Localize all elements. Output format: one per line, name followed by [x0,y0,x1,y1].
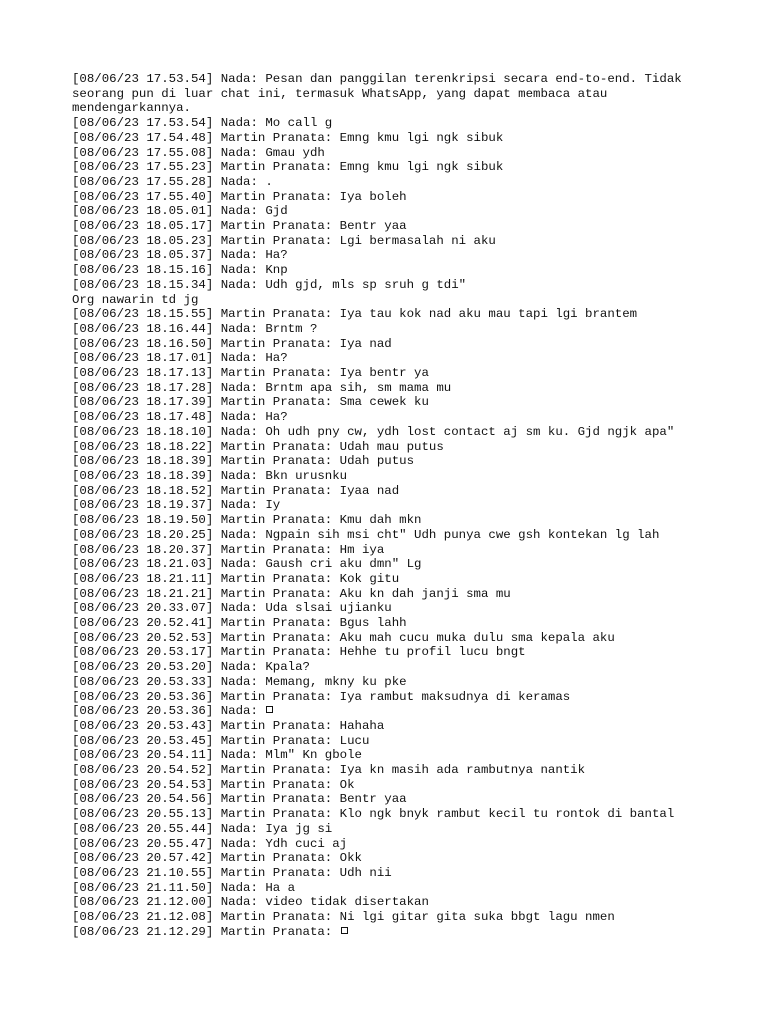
chat-line-text: [08/06/23 18.18.52] Martin Pranata: Iyaa nad [72,483,400,498]
chat-line-text: [08/06/23 18.05.23] Martin Pranata: Lgi bermasalah ni aku [72,233,496,248]
chat-line-text: [08/06/23 18.05.17] Martin Pranata: Bentr yaa [72,219,407,234]
chat-line-text: [08/06/23 20.54.11] Nada: Mlm" Kn gbole [72,748,362,763]
chat-line [72,572,702,587]
chat-line [72,190,702,205]
chat-line-text: [08/06/23 20.55.44] Nada: Iya jg si [72,821,333,836]
chat-line [72,293,702,308]
chat-line-text: [08/06/23 18.18.39] Nada: Bkn urusnku [72,468,348,483]
chat-line [72,528,702,543]
chat-line-text: [08/06/23 20.53.36] Martin Pranata: Iya rambut maksudnya di keramas [72,689,571,704]
chat-line-text: [08/06/23 18.18.39] Martin Pranata: Udah putus [72,454,415,469]
chat-line [72,307,702,322]
chat-line-text: [08/06/23 18.20.37] Martin Pranata: Hm iya [72,542,385,557]
chat-line-text: [08/06/23 18.17.13] Martin Pranata: Iya bentr ya [72,366,429,381]
chat-line-text: [08/06/23 17.54.48] Martin Pranata: Emng kmu lgi ngk sibuk [72,130,504,145]
chat-line [72,660,702,675]
chat-line [72,557,702,572]
chat-line-text: [08/06/23 20.52.53] Martin Pranata: Aku mah cucu muka dulu sma kepala aku [72,630,615,645]
chat-line-text: [08/06/23 18.16.44] Nada: Brntm ? [72,321,318,336]
chat-line-text: [08/06/23 20.53.20] Nada: Kpala? [72,660,310,675]
chat-line-text: [08/06/23 20.52.41] Martin Pranata: Bgus lahh [72,616,407,631]
chat-line-text: [08/06/23 18.19.50] Martin Pranata: Kmu dah mkn [72,513,422,528]
chat-line [72,204,702,219]
chat-line [72,440,702,455]
chat-line-text: [08/06/23 18.05.37] Nada: Ha? [72,248,288,263]
chat-line-text: [08/06/23 18.18.22] Martin Pranata: Udah mau putus [72,439,444,454]
chat-line [72,910,702,925]
chat-line [72,322,702,337]
chat-line [72,895,702,910]
chat-line-text: [08/06/23 21.12.29] Martin Pranata: [72,924,340,939]
chat-line-text: mendengarkannya. [72,101,191,116]
chat-line [72,851,702,866]
chat-line [72,645,702,660]
missing-glyph-box-icon [266,706,273,713]
chat-line [72,690,702,705]
chat-line-text: seorang pun di luar chat ini, termasuk WhatsApp, yang dapat membaca atau [72,86,608,101]
chat-line [72,513,702,528]
chat-line [72,337,702,352]
chat-line [72,866,702,881]
chat-line-text: [08/06/23 18.15.55] Martin Pranata: Iya tau kok nad aku mau tapi lgi brantem [72,307,638,322]
chat-line-text: [08/06/23 20.57.42] Martin Pranata: Okk [72,851,362,866]
chat-line-text: [08/06/23 17.55.28] Nada: . [72,174,273,189]
chat-line-text: [08/06/23 17.55.23] Martin Pranata: Emng kmu lgi ngk sibuk [72,160,504,175]
chat-line-text: [08/06/23 20.53.43] Martin Pranata: Hahaha [72,718,385,733]
chat-line-text: [08/06/23 18.15.16] Nada: Knp [72,263,288,278]
chat-line [72,748,702,763]
chat-line-text: Org nawarin td jg [72,292,199,307]
chat-line [72,704,702,719]
chat-line-text: [08/06/23 20.53.17] Martin Pranata: Hehhe tu profil lucu bngt [72,645,526,660]
chat-line-text: [08/06/23 20.54.52] Martin Pranata: Iya kn masih ada rambutnya nantik [72,763,586,778]
chat-line [72,822,702,837]
chat-line [72,72,702,87]
chat-line-text: [08/06/23 18.17.48] Nada: Ha? [72,410,288,425]
chat-line-text: [08/06/23 17.53.54] Nada: Mo call g [72,116,333,131]
chat-line [72,234,702,249]
chat-line-text: [08/06/23 21.10.55] Martin Pranata: Udh nii [72,865,392,880]
chat-line-text: [08/06/23 20.54.56] Martin Pranata: Bentr yaa [72,792,407,807]
chat-line [72,366,702,381]
chat-line [72,881,702,896]
chat-line-text: [08/06/23 18.17.39] Martin Pranata: Sma cewek ku [72,395,429,410]
chat-line [72,87,702,102]
chat-line [72,454,702,469]
chat-line [72,925,702,940]
chat-line-text: [08/06/23 18.16.50] Martin Pranata: Iya nad [72,336,392,351]
chat-line [72,543,702,558]
chat-line-text: [08/06/23 21.12.00] Nada: video tidak disertakan [72,895,429,910]
chat-line [72,146,702,161]
chat-line [72,395,702,410]
chat-line-text: [08/06/23 17.55.08] Nada: Gmau ydh [72,145,325,160]
missing-glyph-box-icon [341,927,348,934]
chat-line-text: [08/06/23 18.21.21] Martin Pranata: Aku kn dah janji sma mu [72,586,511,601]
chat-line-text: [08/06/23 17.53.54] Nada: Pesan dan panggilan terenkripsi secara end-to-end. Tidak [72,72,682,86]
chat-line [72,807,702,822]
chat-line [72,837,702,852]
chat-line [72,734,702,749]
chat-line [72,175,702,190]
chat-line-text: [08/06/23 20.55.47] Nada: Ydh cuci aj [72,836,348,851]
chat-line-text: [08/06/23 20.54.53] Martin Pranata: Ok [72,777,355,792]
chat-line [72,219,702,234]
chat-line-text: [08/06/23 21.11.50] Nada: Ha a [72,880,296,895]
chat-line-text: [08/06/23 20.33.07] Nada: Uda slsai ujianku [72,601,392,616]
chat-line [72,101,702,116]
chat-line-text: [08/06/23 20.55.13] Martin Pranata: Klo ngk bnyk rambut kecil tu rontok di bantal [72,807,675,822]
chat-line [72,587,702,602]
chat-line [72,381,702,396]
chat-line [72,719,702,734]
chat-line [72,263,702,278]
chat-line [72,116,702,131]
chat-log-document [72,72,702,939]
chat-line-text: [08/06/23 20.53.33] Nada: Memang, mkny ku pke [72,674,407,689]
chat-line-text: [08/06/23 18.17.01] Nada: Ha? [72,351,288,366]
chat-line [72,351,702,366]
chat-line-text: [08/06/23 18.17.28] Nada: Brntm apa sih, sm mama mu [72,380,452,395]
chat-line [72,484,702,499]
chat-line [72,601,702,616]
chat-line-text: [08/06/23 18.05.01] Nada: Gjd [72,204,288,219]
chat-line-text: [08/06/23 20.53.36] Nada: [72,704,266,719]
chat-line [72,131,702,146]
chat-line-text: [08/06/23 18.21.11] Martin Pranata: Kok gitu [72,571,400,586]
chat-line-text: [08/06/23 18.15.34] Nada: Udh gjd, mls sp sruh g tdi" [72,277,467,292]
chat-line-text: [08/06/23 17.55.40] Martin Pranata: Iya boleh [72,189,407,204]
chat-line [72,763,702,778]
chat-line-text: [08/06/23 18.20.25] Nada: Ngpain sih msi cht" Udh punya cwe gsh kontekan lg lah [72,527,660,542]
chat-line [72,469,702,484]
chat-line [72,160,702,175]
chat-line [72,778,702,793]
chat-line-text: [08/06/23 20.53.45] Martin Pranata: Lucu [72,733,370,748]
chat-line-text: [08/06/23 18.21.03] Nada: Gaush cri aku dmn" Lg [72,557,422,572]
chat-line [72,248,702,263]
chat-line-text: [08/06/23 18.18.10] Nada: Oh udh pny cw, ydh lost contact aj sm ku. Gjd ngjk apa" [72,424,675,439]
chat-line [72,410,702,425]
chat-line [72,792,702,807]
chat-line-text: [08/06/23 21.12.08] Martin Pranata: Ni lgi gitar gita suka bbgt lagu nmen [72,910,615,925]
chat-line [72,425,702,440]
chat-line [72,675,702,690]
chat-line [72,278,702,293]
chat-line [72,616,702,631]
chat-line [72,498,702,513]
chat-line [72,631,702,646]
chat-log-lines [72,72,702,939]
chat-line-text: [08/06/23 18.19.37] Nada: Iy [72,498,281,513]
